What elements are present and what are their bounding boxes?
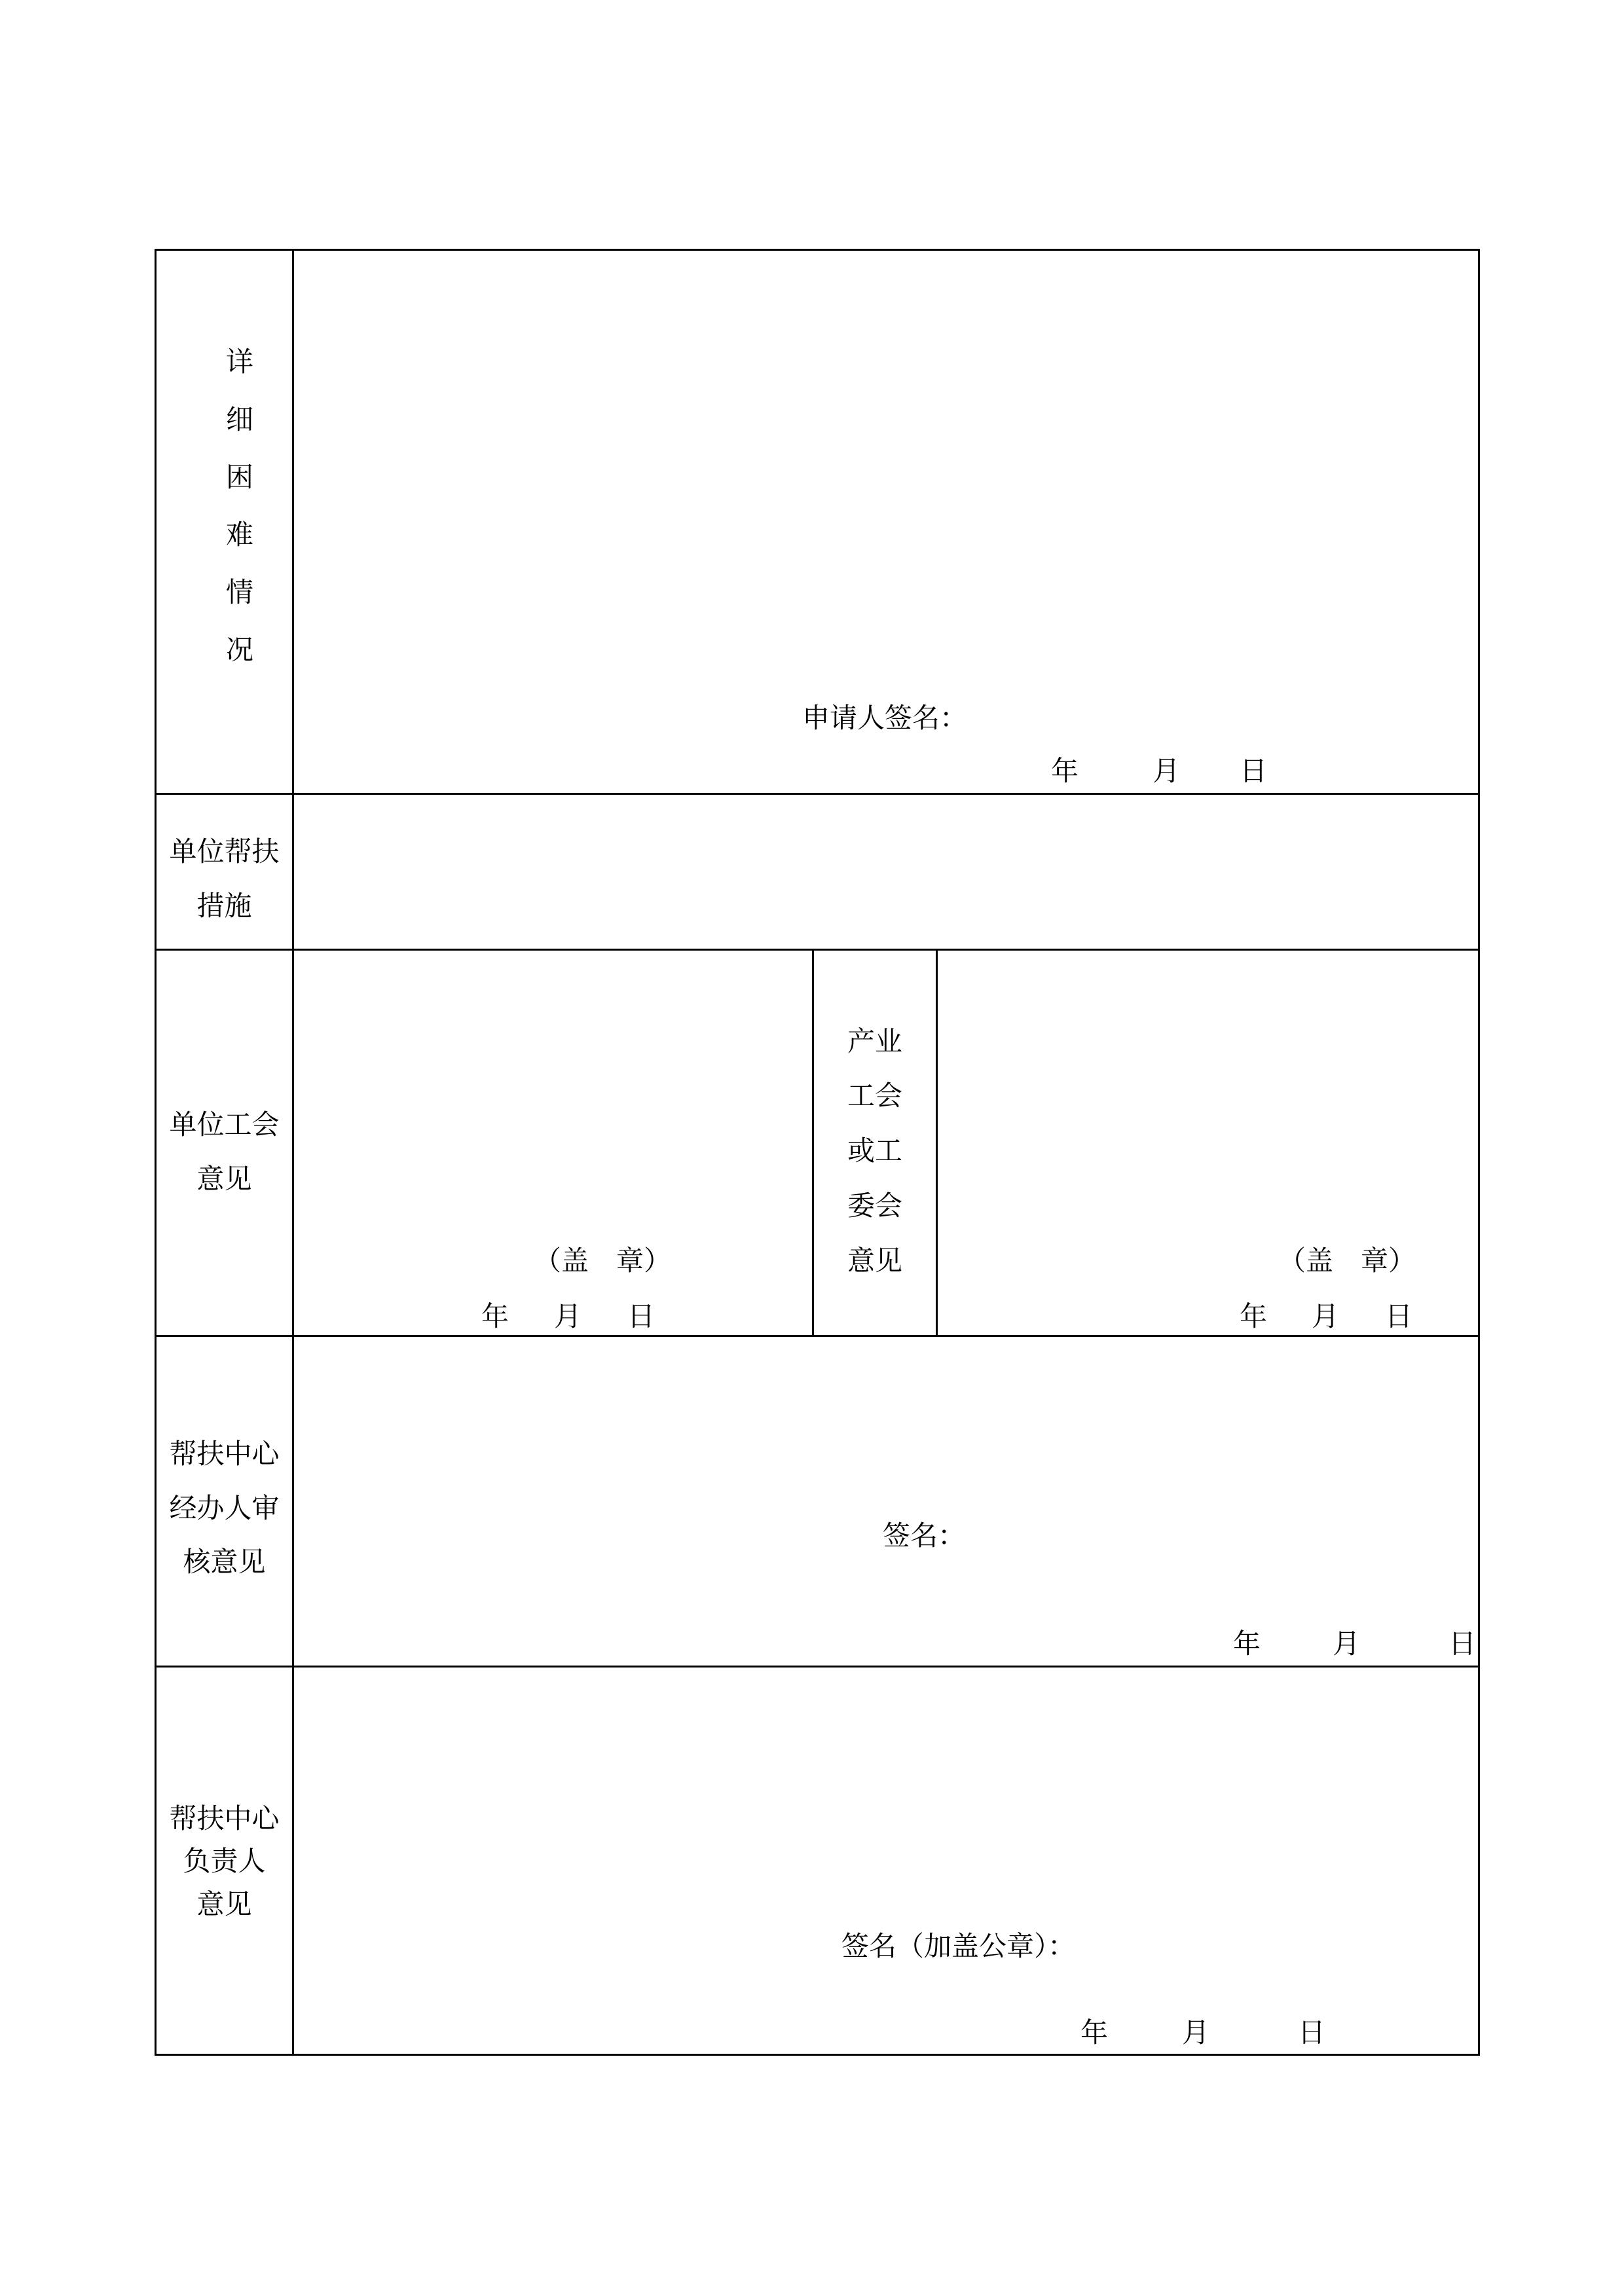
industry-union-label-line: 或工 [847, 1135, 902, 1167]
row3-divider-right [936, 949, 938, 1337]
label-column-divider [292, 249, 294, 2056]
section5-label-line: 负责人 [183, 1845, 266, 1877]
table-border-top [155, 249, 1480, 251]
section4-date-year: 年 [1233, 1628, 1261, 1660]
section4-label-line: 帮扶中心 [169, 1438, 280, 1470]
section3-label-line2: 意见 [196, 1163, 252, 1195]
industry-union-label-line: 工会 [847, 1080, 902, 1112]
right-date-day: 日 [1385, 1300, 1413, 1332]
industry-union-label-line: 产业 [847, 1025, 902, 1057]
section4-label-line: 经办人审 [169, 1492, 280, 1524]
left-seal-label: （盖 章） [534, 1245, 672, 1277]
left-date-year: 年 [481, 1300, 509, 1332]
section1-label-char: 困 [225, 461, 253, 493]
row-divider-4 [155, 1666, 1480, 1667]
section1-label-char: 细 [225, 403, 253, 435]
table-border-right [1478, 249, 1480, 2056]
section5-date-day: 日 [1298, 2016, 1326, 2049]
section1-label-char: 况 [225, 634, 253, 666]
section5-label-line: 意见 [196, 1888, 252, 1920]
section2-label-line1: 单位帮扶 [169, 835, 280, 867]
section1-label-char: 难 [225, 519, 253, 551]
section1-date-day: 日 [1240, 755, 1268, 787]
section5-date-year: 年 [1080, 2016, 1109, 2049]
section4-label-line: 核意见 [183, 1546, 266, 1578]
table-border-left [155, 249, 157, 2056]
section4-date-month: 月 [1333, 1628, 1361, 1660]
section1-date-year: 年 [1051, 755, 1079, 787]
leader-signature-label: 签名（加盖公章）： [841, 1930, 1076, 1962]
applicant-signature-label: 申请人签名： [802, 702, 968, 734]
right-date-month: 月 [1312, 1300, 1340, 1332]
row-divider-2 [155, 949, 1480, 951]
table-border-bottom [155, 2054, 1480, 2056]
section4-date-day: 日 [1449, 1628, 1477, 1660]
section1-date-month: 月 [1153, 755, 1181, 787]
section5-label-line: 帮扶中心 [169, 1802, 280, 1834]
industry-union-label-line: 意见 [847, 1245, 902, 1277]
right-date-year: 年 [1240, 1300, 1268, 1332]
section1-label-char: 情 [225, 576, 253, 608]
industry-union-label-line: 委会 [847, 1190, 902, 1222]
handler-signature-label: 签名： [883, 1520, 966, 1552]
section5-date-month: 月 [1182, 2016, 1210, 2049]
section3-label-line1: 单位工会 [169, 1108, 280, 1140]
section2-label-line2: 措施 [196, 890, 252, 922]
section1-label [220, 340, 259, 686]
row-divider-1 [155, 793, 1480, 795]
left-date-month: 月 [554, 1300, 582, 1332]
section1-label-char: 详 [225, 346, 253, 378]
row-divider-3 [155, 1335, 1480, 1337]
left-date-day: 日 [627, 1300, 655, 1332]
right-seal-label: （盖 章） [1278, 1245, 1416, 1277]
